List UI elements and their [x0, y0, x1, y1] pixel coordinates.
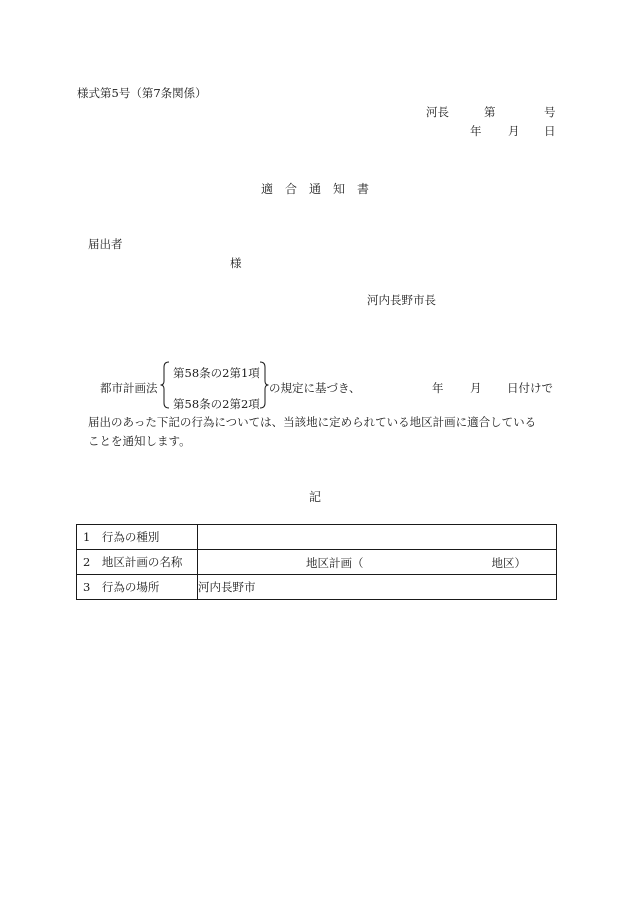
- district-plan-prefix: 地区計画（: [306, 556, 364, 570]
- row-value: [198, 550, 557, 575]
- row-value: [198, 525, 557, 550]
- table-row: [77, 550, 557, 575]
- table-row: [77, 525, 557, 550]
- doc-date-year: 年: [470, 124, 482, 138]
- page-title: 適合通知書: [260, 182, 381, 196]
- doc-number-dai: 第: [484, 105, 496, 119]
- body-line-1: 届出のあった下記の行為については、当該地に定められている地区計画に適合している: [88, 415, 537, 429]
- row-label: 2 地区計画の名称: [77, 550, 198, 575]
- issuer-name: 河内長野市長: [367, 293, 436, 307]
- doc-date-month: 月: [508, 124, 520, 138]
- law-name: 都市計画法: [100, 381, 158, 395]
- notice-date-day: 日付けで: [507, 381, 553, 395]
- notice-date-month: 月: [470, 381, 482, 395]
- ki-heading: 記: [308, 490, 321, 504]
- form-label: 様式第5号（第7条関係）: [77, 86, 207, 100]
- body-line-2: ことを通知します。: [88, 434, 191, 448]
- honorific: 様: [230, 256, 242, 270]
- district-plan-suffix: 地区）: [491, 556, 526, 570]
- article-option-2: 第58条の2第2項: [173, 397, 260, 411]
- table-row: [77, 575, 557, 600]
- right-brace-icon: [259, 361, 269, 409]
- row-label: 3 行為の場所: [77, 575, 198, 600]
- doc-number-go: 号: [544, 105, 556, 119]
- applicant-label: 届出者: [88, 237, 123, 251]
- row-label: 1 行為の種別: [77, 525, 198, 550]
- article-option-1: 第58条の2第1項: [173, 366, 260, 380]
- law-basis-text: の規定に基づき、: [269, 381, 361, 395]
- row-value: 河内長野市: [198, 575, 557, 600]
- doc-date-day: 日: [544, 124, 556, 138]
- items-table: [76, 524, 557, 600]
- doc-number-prefix: 河長: [426, 105, 449, 119]
- notice-date-year: 年: [432, 381, 444, 395]
- left-brace-icon: [160, 361, 170, 409]
